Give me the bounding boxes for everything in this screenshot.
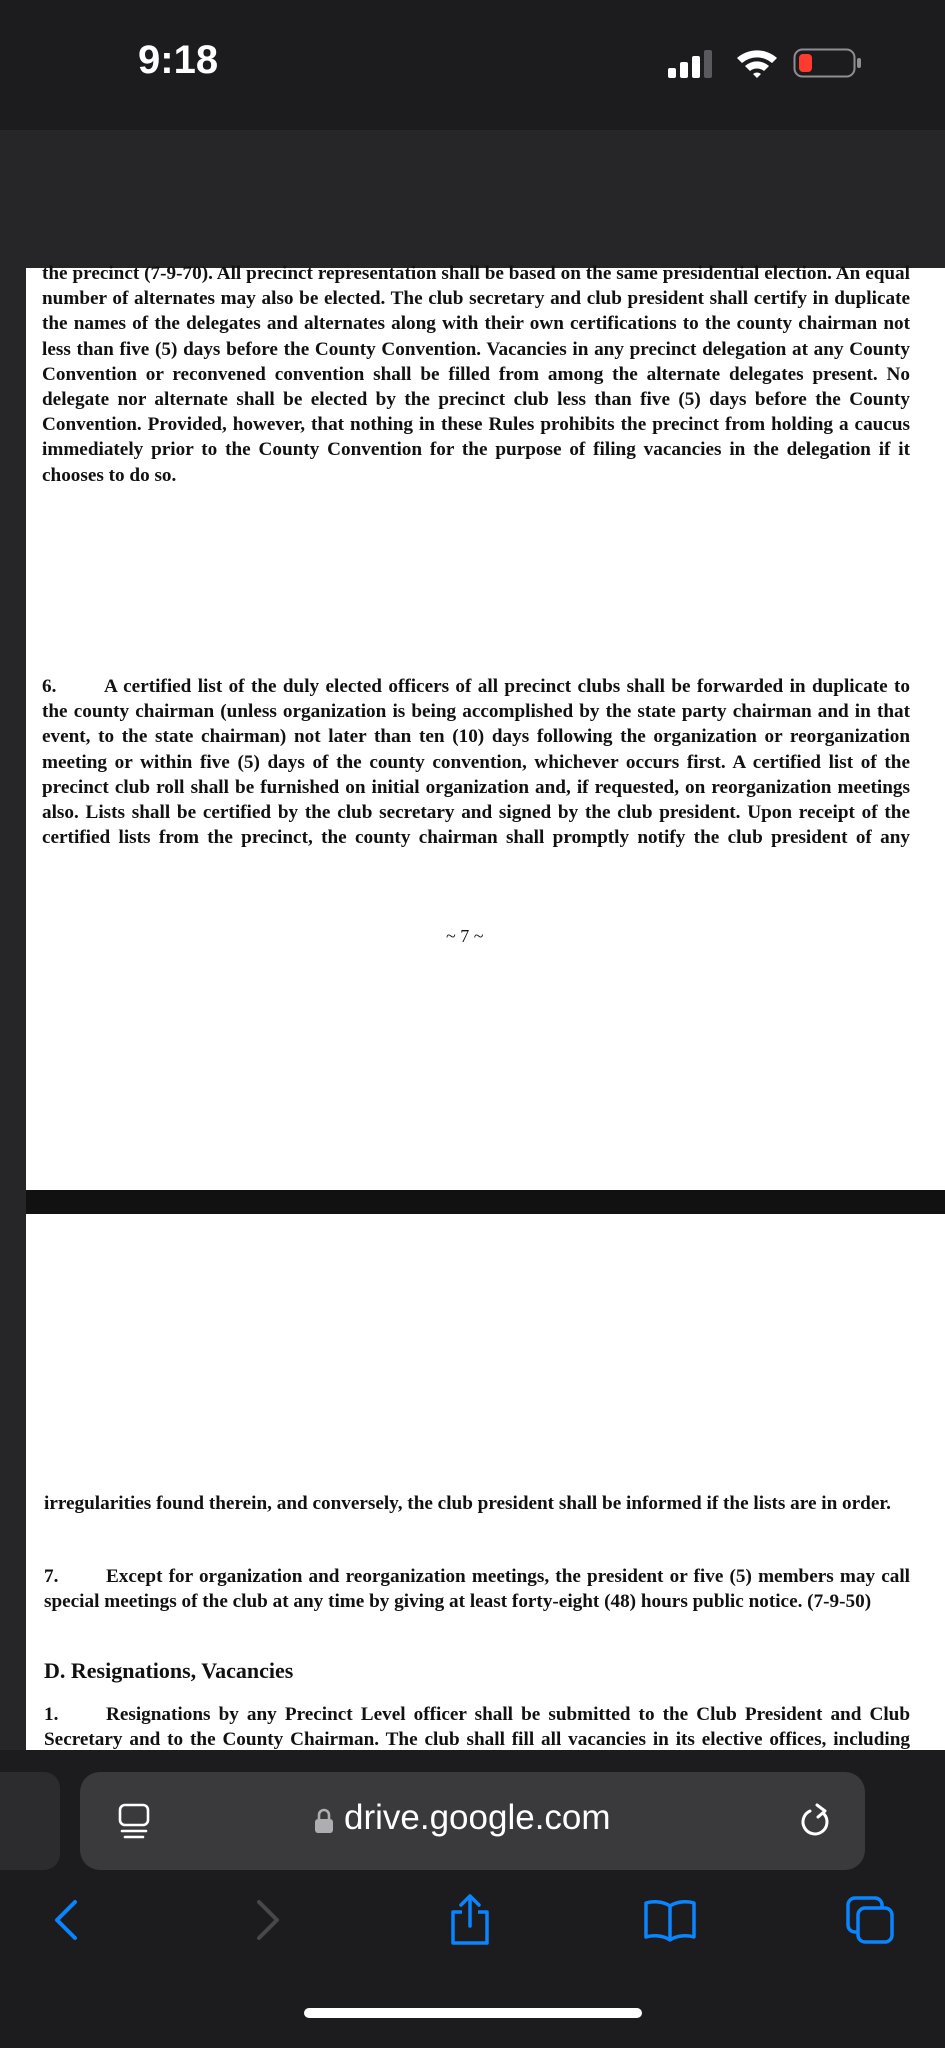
bookmarks-icon [643, 1898, 697, 1942]
document-page-8 [26, 1214, 945, 1750]
wifi-icon [735, 46, 779, 80]
tabs-button[interactable] [842, 1890, 898, 1950]
share-button[interactable] [442, 1890, 498, 1950]
back-icon [51, 1898, 79, 1942]
battery-icon [793, 46, 863, 80]
paragraph-number: 6. [42, 676, 57, 697]
browser-toolbar [0, 1890, 945, 1970]
page-number: ~ 7 ~ [446, 926, 484, 946]
home-indicator [304, 2008, 642, 2018]
tab-overview-icon[interactable] [118, 1803, 150, 1841]
section-heading: D. Resignations, Vacancies [44, 1658, 294, 1683]
reload-icon[interactable] [798, 1802, 834, 1840]
cellular-signal-icon [668, 50, 718, 78]
browser-bottom-bar [0, 1750, 945, 2048]
back-button[interactable] [40, 1890, 90, 1950]
address-bar[interactable] [80, 1772, 865, 1870]
status-time: 9:18 [138, 38, 219, 82]
paragraph-continued: irregularities found therein, and conversely, the club president shall be informed if the lists are in order. [44, 1493, 891, 1514]
paragraph-number: 1. [44, 1704, 59, 1725]
lock-icon [314, 1808, 334, 1834]
url-text[interactable]: drive.google.com [344, 1798, 611, 1837]
paragraph-resignations [44, 1702, 910, 1750]
document-viewer[interactable] [0, 130, 945, 1750]
paragraph-text: Except for organization and reorganization meetings, the president or five (5) members may call special meetings of the club at any time by giving at least forty-eight (48) hours public notice. (7-9-50) [44, 1566, 910, 1613]
paragraph-text: A certified list of the duly elected officers of all precinct clubs shall be forwarded in duplicate to the county chairman (unless organization is being accomplished by the state party chairman and in that event, to the state chairman) not later than ten (10) days following the organization or reorganization meeting or within five (5) days of the county convention, whichever occurs first. A certified list of the precinct club roll shall be furnished on initial organization and, if requested, on reorganization meetings also. Lists shall be certified by the club secretary and signed by the club president. Upon receipt of the certified lists from the precinct, the county chairman shall promptly notify the club president of any [42, 676, 910, 849]
status-bar [0, 0, 945, 130]
forward-icon [255, 1898, 283, 1942]
document-page-7 [26, 263, 945, 1190]
page-separator [26, 1190, 945, 1214]
paragraph-7 [44, 1564, 910, 1614]
paragraph-6 [42, 674, 910, 850]
paragraph-number: 7. [44, 1566, 59, 1587]
previous-tab-preview[interactable] [0, 1772, 60, 1870]
paragraph-delegates: the precinct (7-9-70). All precinct representation shall be based on the same presidential election. An equal number of alternates may also be elected. The club secretary and club president shall certify in duplicate the names of the delegates and alternates along with their own certifications to the county chairman not less than five (5) days before the County Convention. Vacancies in any precinct delegation at any County Convention or reconvened convention shall be filled from among the alternate delegates present. No delegate nor alternate shall be elected by the precinct club less than five (5) days before the County Convention. Provided, however, that nothing in these Rules prohibits the precinct from holding a caucus immediately prior to the County Convention for the purpose of filing vacancies in the delegation if it chooses to do so. [42, 263, 910, 486]
paragraph-text: Resignations by any Precinct Level officer shall be submitted to the Club President and Club Secretary and to the County Chairman. The club shall fill all vacancies in its elective offices, including [44, 1704, 910, 1750]
forward-button[interactable] [244, 1890, 294, 1950]
tabs-icon [845, 1895, 895, 1945]
bookmarks-button[interactable] [640, 1890, 700, 1950]
share-icon [448, 1894, 492, 1946]
